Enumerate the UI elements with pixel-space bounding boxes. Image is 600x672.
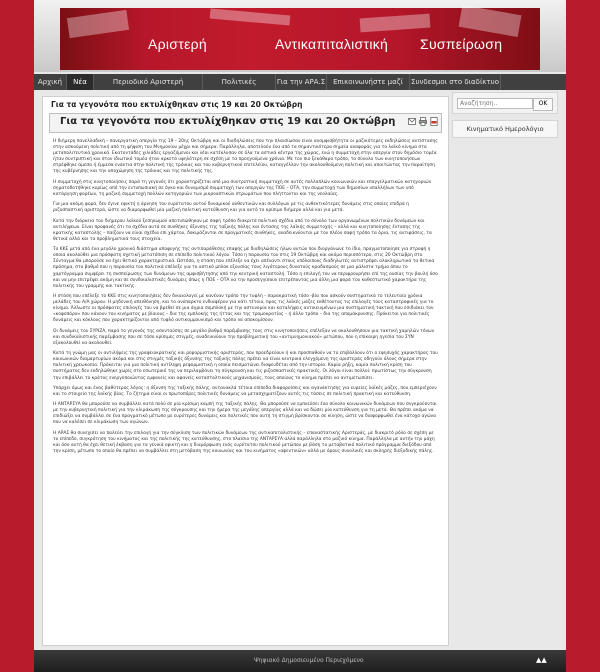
main-content bbox=[42, 96, 449, 646]
article-paragraph: Η συμμετοχή στις κινητοποιήσεις παρά τη γεγονός ότι χαρακτηρίζεται από μια συντριπτική συμμετοχή σε αυτές πολλαπλών κοινωνικών και επαγγελματικών κατηγοριών σηματοδοτήθηκε κυρίως από την εντυπωσιακή σε όγκο και δυναμισμό συμμετοχή των απεργών της ΠΟΕ – ΟΤΑ, την συμμετοχή των δημοσίων υπαλλήλων των υπό κατάργηση φορέων, τη μαζική συμμετοχή πολλών κατηγοριών των μικροαστικών στρωμάτων που πλήττονται και της νεολαίας. bbox=[53, 179, 432, 197]
nav-item-magazine[interactable]: Περιοδικό Αριστερή bbox=[94, 74, 203, 90]
nav-item-about[interactable]: Για την ΑΡΑ.Σ bbox=[276, 74, 327, 90]
page bbox=[34, 0, 566, 672]
banner-word: Συσπείρωση bbox=[420, 36, 503, 52]
main-nav bbox=[34, 74, 566, 90]
article-paragraph: Κατά τη γνώμη μας οι αντιλήψεις της γραφειοκρατικής και ρεφορμιστικής αριστεράς, που προεδρεύουν ή και προσπαθούν να το επιβάλλουν ότι ο εφησυχός χαρακτήρας του κοινωνικών διαμαρτυρίων ακόμα και στις στιγμές ταξικής όξυνσης της ταξικής πάλης πρέπει να είναι κεντρικά ελεγχόμενη της αριστεράς οδηγούν όλους σήμερα στην πολιτική χρεωκοπία. Πρόκειται για μια πολιτική αντίληψη ρεφορμιστική η οποία πεισματώνει διαψευδέται από την ιστορία. Καμία ρήξη, καμία πολιτική κρίση του συστήματος δεν εκδηλώθηκε χωρίς στο εσωτερικό της να περιλαμβάνει τη σύγκρουση και τις ριζοσπαστικές πρακτικές. Οι λόγοι είναι πολλοί: πρωτίστως την σύγκρουση την επιβάλλει το κράτος ενεργοποιώντας εμφανείς και αφανείς κατασταλτικούς μηχανισμούς, τους οποίους το κίνημα πρέπει να αντιμετωπίσει. bbox=[53, 351, 438, 381]
pdf-icon[interactable] bbox=[430, 117, 438, 126]
banner-graphic bbox=[67, 10, 129, 38]
print-icon[interactable] bbox=[419, 117, 427, 126]
article-title: Για τα γεγονότα που εκτυλίχθηκαν στις 19 και 20 Οκτώβρη bbox=[60, 116, 396, 127]
article-paragraph: Για μια ακόμη φορά, δεν έγινε εφικτή η άρνηση του ευρύτατου αυτού δυναμικού αυθεντικών και συλλόγων με τις ανθεκτικότερες δυνάμεις στις οποίες επιδρά η ριζοσπαστική αριστερά, ώστε να διαμορφωθεί μία μαζική πολιτική κατεύθυνση και για αυτό το κρίσιμο διήμερο αλλά και για μετά. bbox=[53, 202, 409, 214]
nav-item-links[interactable]: Συνδεσμοι στο διαδίκτυο bbox=[410, 74, 501, 90]
search-button[interactable]: OK bbox=[533, 98, 553, 111]
article-paragraph: Κατά την διάρκεια του διήμερου λαϊκού ξεσηκωμού αποτυπώθηκαν με σαφή τρόπο διακριτά πολιτικά σχέδια από το σύνολο των οργανωμένων πολιτικών δυνάμεων και αντιλήψεων. Είναι προφανές ότι τα σχέδια αυτά σε συνθήκες όξυνσης της ταξικής πάλης και έντασης της λαϊκής συμμετοχής – αλλά και κινητοποίησης έντασης της κρατικής καταστολής – παίζουν να είναι σχέδια επί χάρτου, δοκιμάζονται σε πραγματικές συνθήκες, αναδεικνύονται με τον πλέον σαφή τρόπο τα όρια, τις αντιφάσεις, τα θετικά αλλά και τα προβληματικά τους στοιχεία. bbox=[53, 218, 432, 242]
article-paragraph: Το ΚΚΕ μετά από ένα μεγάλο χρονικό διάστημα αποφυγής της αντιπαράθεσης επαφής με διαδηλώσεις ήλων αυτών που διοργάνωνε το ίδιο, πραγματοποίησε για στροφή η οποία ακολούθει μια πρόσφατη σχετική μετατόπιση σε επίπεδο πολιτικού λόγου. Τόσο η παρουσία του στις 19 Οκτώβρη και ακόμα περισσότερο, στις 20 Οκτώβρη στο Σύνταγμα θα μπορούσε να έχει θετικό χαρακτηριστικά. Ωστόσο, η στάση που επέλεξε να έχει απέναντι στους υπόλοιπους διαδηλωτές αντιστρέφει ολοκληρωτικά τα θετικά πρόσημα, στο βαθμό που η παρουσία του πολιτικά επέλεξε για το αστικό μπλοκ εξουσίας τους λιγότερους δυνατούς κραδασμούς σε μια μάλιστα τμήμα όπου το χαρτόγραμμα συμφέρει τη συσπείρωσης των δυνάμεων της αμφισβήτησης από την κεντρική καταστολή. Τόσο η επιλογή του να περιφρουρήσει επί της ουσίας την βουλή όσο και να μην επιτρέψει ακόμη και σε συνδικαλιστικές δυνάμεις όπως η ΠΟΕ – ΟΤΑ να την προσεγγίσουν επιτρέποντας μια άλλη μια φορά του καθεστωτικό χαρακτήρα της πολιτικής του γραμμής και τακτικής. bbox=[53, 247, 438, 289]
article-paragraph: Η ΑΡΑΣ θα συνεχίσει να παλεύει την επιλογή για την σύγκλιση των πολιτικών δυνάμεων της αντικαπιταλιστικής – επαναστατικής Αριστεράς, με διακριτό ρόλο σε σχέση με το επίπεδο, συγκρότηση του κινήματος και της πολιτικής της κατεύθυνσης, στο πλαίσιο της ΑΝΤΑΡΣΥΑ αλλά παράλληλα στο μαζικό κίνημα. Παράλληλα με αυτήν την μάχη και όσο αυτή θα έχει θετική έκβαση για τα γενικά εφικτή και η διαμόρφωση ενός ευρύτατου πολιτικού μετώπου με βάση το μεταβατικό πολιτικό πρόγραμμα διεξόδου από την κρίση, μέτωπο το οποίο θα πρέπει να συμβάλλει στη μετάβαση της κοινωνίας και του κινήματος «αφεντικών» αλλά με όρους συνολικές και σκληρής διεξοδικής πάλης. bbox=[53, 430, 435, 454]
article-body bbox=[53, 139, 439, 459]
site-header bbox=[34, 0, 566, 72]
banner-graphic bbox=[210, 9, 291, 26]
article-paragraph: Οι δυνάμεις του ΣΥΡΙΖΑ, παρά το γεγονός της ασυνταύσης σε μεγάλο βαθμό παρέμβασης τους στις κινητοποιήσεις επέλεξαν να ακολουθήσουν μια τακτική χαμηλών τόνων και συνδικαλιστικής παρέμβασης που σε τόσο κρίσιμες στιγμές, αναδεικνύουν την προβληματική του «αντιμνημονιακού» μετώπου, που η επίκαιρη ηγεσία του ΣΥΝ εξακολουθεί να ακολουθεί. bbox=[53, 328, 435, 346]
banner-word: Αριστερή bbox=[148, 36, 207, 52]
banner-word: Αντικαπιταλιστική bbox=[275, 36, 389, 52]
site-footer bbox=[34, 650, 566, 672]
search-input[interactable] bbox=[457, 98, 533, 109]
nav-item-home[interactable]: Αρχική bbox=[34, 74, 67, 90]
banner-graphic bbox=[360, 14, 431, 33]
footer-text: Ψηφιακό Δημοσιευμένο Περιεχόμενο bbox=[254, 657, 364, 664]
article-paragraph: Η ΑΝΤΑΡΣΥΑ θα μπορούσε να συμβάλλει κατά πολύ σε μία κρίσιμη καμπή της ταξικής πάλης. Θα μπορούσε να εμπνεύσει ένα σύνολο κοινωνικών δυνάμεων που συγκρούονται με την κυβερνητική πολιτική για την κλιμάκωση της σύγκρουσης και την ήμερα της μεγάλης απεργίας αλλά και να δώσει μία κατεύθυνση για τη μετά. Θα πρέπει ακόμα να επιδιώξει να συμβάλλει σε ένα πραγματικό μέτωπο με ευρύτερες δυνάμεις και πολιτικές που αυτή τη στιγμή βρίσκονται σε κίνηση, ώστε να διαφορφωθεί ένα κάτοχο αγώνα που να καλέσει σε κλιμάκωση των αγώνων. bbox=[53, 402, 437, 426]
breadcrumb: Για τα γεγονότα που εκτυλίχθηκαν στις 19 και 20 Οκτώβρη bbox=[51, 100, 303, 109]
search-module bbox=[452, 92, 558, 114]
article-paragraph: Υπάρχει όμως και ένας βαθύτερος λόγος: η όξυνση της ταξικής πάλης, αντανακλά τέτοια επίπεδα διαφοροίσεις και αγανάκτησης για ευρείες λαϊκές μάζες, που εμπεριέχουν και το στοιχείο της λαϊκής βίας. Το ζήτημα είναι οι πρωτοπόρες πολιτικές δυνάμεις να μετασχηματίζουν αυτές τις τάσεις σε πολιτική πρακτική και κατεύθυνση. bbox=[53, 385, 437, 397]
article-paragraph: Η διήμερη πανελλαδική – πανεργατική απεργία της 19 – 20ης Οκτώβρη και οι διαδηλώσεις που την πλαισίωσαν είναι αναμφισβήτητα οι μαζικότερες εκδηλώσεις αντίστασης στην ασκούμενη πολιτική από τη ψήφιση του Μνημονίου μέχρι και σήμερα. Παράλληλα, αποτελούν ένα από τα σημαντικότερα σημεία αναφοράς για το λαϊκό κίνημα στα μεταπολιτευτικά χρονικά. Εκατοντάδες χιλιάδες εργαζόμενοι και νέοι κατέκλυσαν σε όλα τα αστικά κέντρα της χώρας, ενώ η συμμετοχή στην απεργία στον δημόσιο τομέα ήταν συντριπτική και στον ιδιωτικό τομέα ήταν αρκετά υψηλότερη σε σχέση με τα προηγούμενα χρόνια. Με τον πιο ξεκάθαρο τρόπο, το σύνολο των κινητοποιήσεων στρέφθηκε άμεσα ή έμμεσα ενάντια στην πολιτική της τρόικας και του κυβερνητικού επιτελείου, καταγγέλλον την ακολουθούμενη πολιτική και απαιτώντας την παραίτηση της κυβέρνησης και την αποχώρηση της τρόικας και της πολιτικής της. bbox=[53, 139, 438, 175]
article-paragraph: Η στάση που επέλεξε το ΚΚΕ στις κινητοποιήσεις δεν δικαιολογεί με κανέναν τρόπο την τυφλή – παρακρατική τόσο -βία που ασκούν συστηματικά το τελευταίο χρόνια μελάδες του Α/Α χώρου. Η μηδενική απειθόνηση, και το ανύπαρκτο ενδιαφέρον για κάτι τέτοιο, προς τις λαϊκές μάζες εκθέτοντας τις επιλογές τους καταστροφικές για το κίνημα. Άλλωστε οι πρόσφατες επιλογές του να βρεθεί σε μια άγρια συμπλοκή με την αστυνομία και καταλήψεις αντικεινμένων μια συστηματική τακτική που εσιδιάκει τον «κοφοπάρα» που κάνουν του κινήματος με βίαιους – δια της εμπλοκής της ήττας και της τρομοκρατίας – ή άλλο τρόπο – δια της απομάκρυνσης. Πρόκειται για πολιτικές δυνάμεις και κόκλους που χαρακτηρίζονται από τυφλό αντικομμουνισμό και τρόπο να αποκομίσουν. bbox=[53, 294, 434, 324]
calendar-link[interactable]: Κινηματικό Ημερολόγιο bbox=[452, 120, 558, 138]
nav-item-decisions[interactable]: Πολιτικές bbox=[203, 74, 276, 90]
nav-item-news[interactable]: Νέα bbox=[67, 74, 94, 90]
header-banner bbox=[60, 8, 540, 70]
back-to-top-link[interactable]: ▲▲ bbox=[536, 656, 547, 664]
email-icon[interactable] bbox=[408, 117, 416, 126]
nav-item-contact[interactable]: Επικοινωνήστε μαζί bbox=[327, 74, 410, 90]
banner-graphic bbox=[459, 5, 522, 37]
article-title-box bbox=[49, 113, 442, 133]
article bbox=[49, 113, 442, 639]
